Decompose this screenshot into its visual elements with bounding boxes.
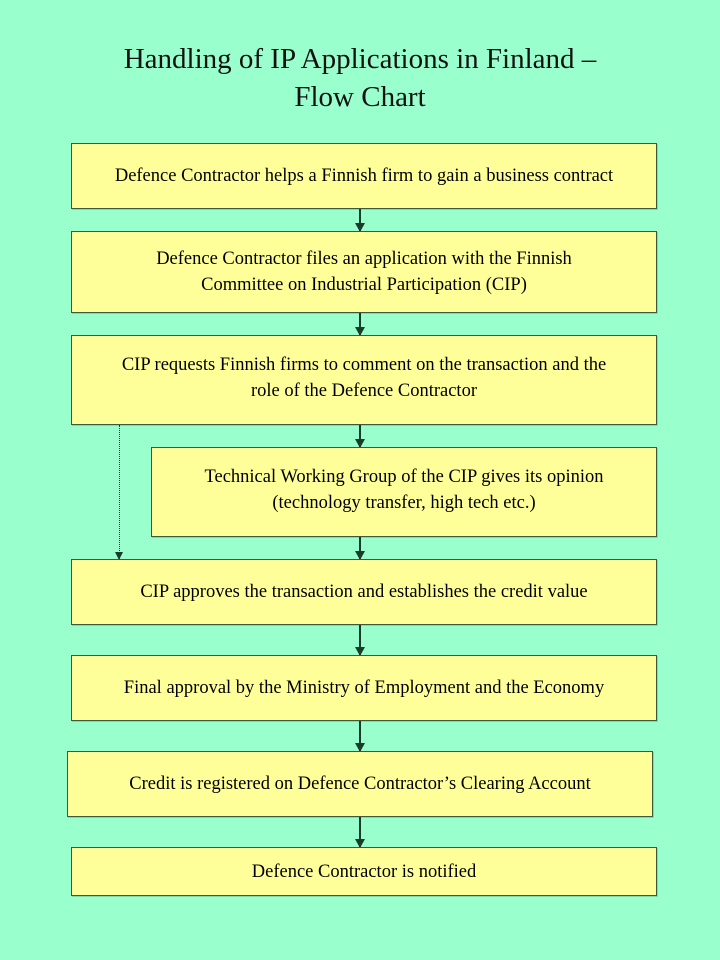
step-8-box bbox=[71, 847, 657, 896]
arrow-1-to-2 bbox=[359, 209, 361, 231]
arrow-6-to-7 bbox=[359, 721, 361, 751]
step-6-text: Final approval by the Ministry of Employment and the Economy bbox=[123, 678, 605, 698]
page-title bbox=[0, 40, 720, 116]
step-3-box bbox=[71, 335, 657, 425]
step-4-box bbox=[151, 447, 657, 537]
step-8-text: Defence Contractor is notified bbox=[251, 861, 477, 882]
step-4-text-line-2: (technology transfer, high tech etc.) bbox=[272, 493, 536, 513]
step-3-text-line-2: role of the Defence Contractor bbox=[250, 381, 477, 401]
step-3-text-line-1: CIP requests Finnish firms to comment on the transaction and the bbox=[121, 355, 607, 375]
step-1-box bbox=[71, 143, 657, 209]
step-5-box bbox=[71, 559, 657, 625]
step-2-text-line-2: Committee on Industrial Participation (CIP) bbox=[201, 275, 527, 295]
arrow-3-to-4 bbox=[359, 425, 361, 447]
step-7-box bbox=[67, 751, 653, 817]
arrow-2-to-3 bbox=[359, 313, 361, 335]
step-2-text-line-1: Defence Contractor files an application with the Finnish bbox=[156, 249, 572, 269]
step-5-text: CIP approves the transaction and establishes the credit value bbox=[140, 582, 588, 602]
arrow-5-to-6 bbox=[359, 625, 361, 655]
arrow-4-to-5 bbox=[359, 537, 361, 559]
title-line-2: Flow Chart bbox=[294, 81, 426, 113]
step-4-text-line-1: Technical Working Group of the CIP gives its opinion bbox=[204, 467, 604, 487]
step-7-text: Credit is registered on Defence Contractor’s Clearing Account bbox=[129, 774, 591, 794]
step-6-box bbox=[71, 655, 657, 721]
step-2-box bbox=[71, 231, 657, 313]
step-1-text: Defence Contractor helps a Finnish firm to gain a business contract bbox=[114, 166, 614, 186]
arrow-7-to-8 bbox=[359, 817, 361, 847]
dotted-arrow-3-to-5 bbox=[119, 425, 120, 559]
title-line-1: Handling of IP Applications in Finland – bbox=[123, 43, 597, 75]
